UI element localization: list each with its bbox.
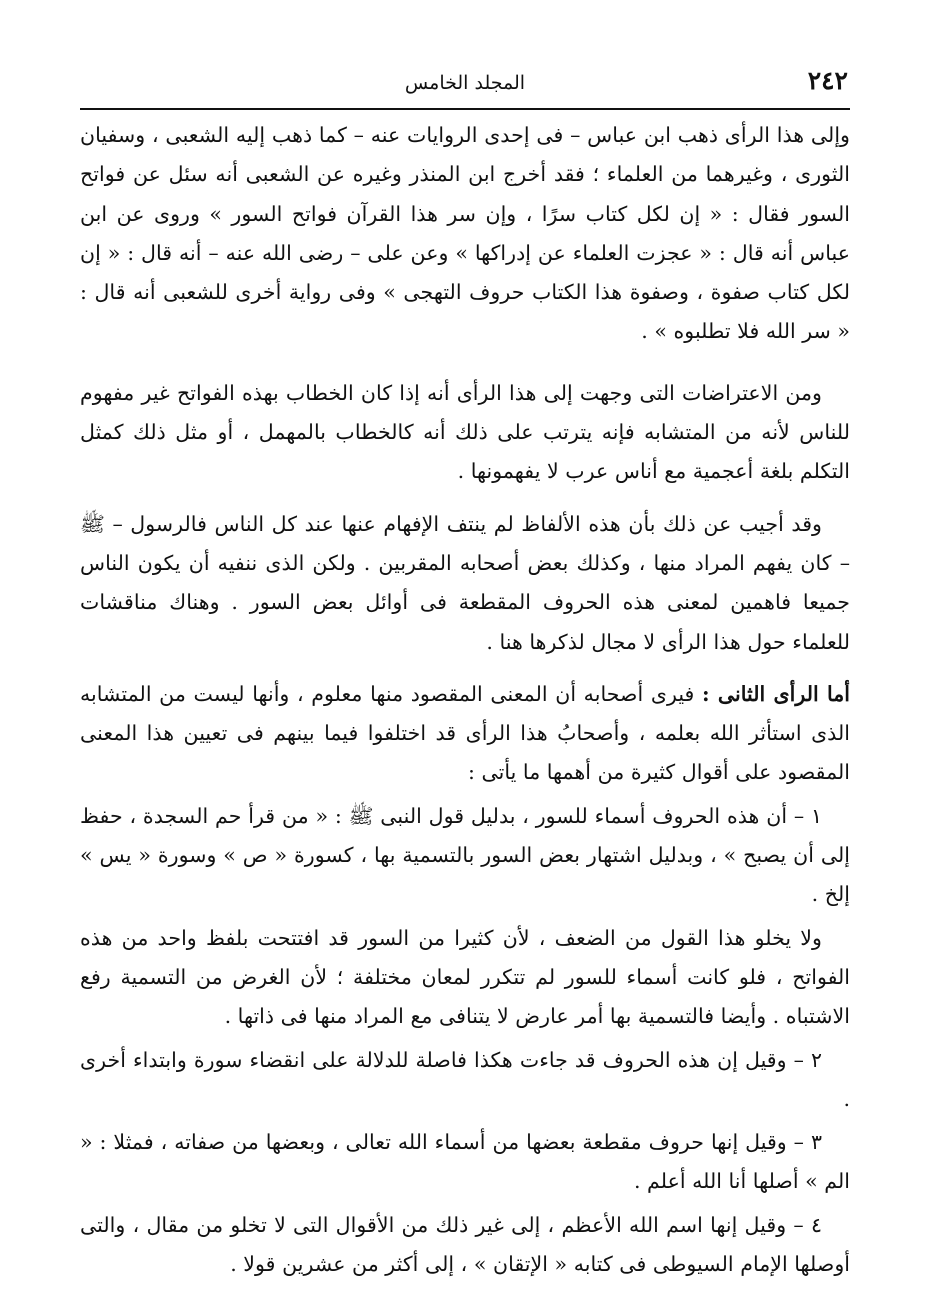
- paragraph-text: ومن الاعتراضات التى وجهت إلى هذا الرأى أنه إذا كان الخطاب بهذه الفواتح غير مفهوم للناس لأنه من المتشابه فإنه يترتب على ذلك أنه كالخطاب بالمهمل ، أو مثل ذلك كمثل التكلم بلغة أعجمية مع أناس عرب لا يفهمونها .: [80, 380, 850, 484]
- paragraph-text: ولا يخلو هذا القول من الضعف ، لأن كثيرا من السور قد افتتحت بلفظ واحد من هذه الفواتح ، فلو كانت أسماء للسور لم تتكرر لمعان مختلفة ؛ لأن الغرض من التسمية رفع الاشتباه . وأيضا فالتسمية بها أمر عارض لا يتنافى مع المراد منها فى ذاتها .: [80, 925, 850, 1029]
- paragraph-lead: أما الرأى الثانى :: [702, 681, 850, 706]
- paragraph: [80, 505, 850, 662]
- paragraph: [80, 374, 850, 492]
- list-item-text: ١ – أن هذه الحروف أسماء للسور ، بدليل قول النبى ﷺ : « من قرأ حم السجدة ، حفظ إلى أن يصبح » ، وبدليل اشتهار بعض السور بالتسمية بها ، كسورة « ص » وسورة « يس » إلخ .: [80, 803, 850, 907]
- document-page: [80, 62, 850, 1288]
- list-item: [80, 1123, 850, 1202]
- list-item: [80, 1206, 850, 1285]
- paragraph-text: وقد أجيب عن ذلك بأن هذه الألفاظ لم ينتف الإفهام عنها عند كل الناس فالرسول – ﷺ – كان يفهم المراد منها ، وكذلك بعض أصحابه المقربين . ولكن الذى ننفيه أن يكون الناس جميعا فاهمين لمعنى هذه الحروف المقطعة فى أوائل بعض السور . وهناك مناقشات للعلماء حول هذا الرأى لا مجال لذكرها هنا .: [80, 511, 850, 654]
- paragraph-text: وإلى هذا الرأى ذهب ابن عباس – فى إحدى الروايات عنه – كما ذهب إليه الشعبى ، وسفيان الثورى ، وغيرهما من العلماء ؛ فقد أخرج ابن المنذر وغيره عن الشعبى أنه سئل عن فواتح السور فقال : « إن لكل كتاب سرًا ، وإن سر هذا القرآن فواتح السور » وروى عن ابن عباس أنه قال : « عجزت العلماء عن إدراكها » وعن على – رضى الله عنه – أنه قال : « إن لكل كتاب صفوة ، وصفوة هذا الكتاب حروف التهجى » وفى رواية أخرى للشعبى أنه قال : « سر الله فلا تطلبوه » .: [80, 123, 850, 344]
- body-text: [80, 116, 850, 1284]
- list-item: [80, 797, 850, 915]
- page-number: ٢٤٢: [807, 66, 848, 95]
- list-item: [80, 1041, 850, 1120]
- header-divider: [80, 108, 850, 110]
- list-item-text: ٣ – وقيل إنها حروف مقطعة بعضها من أسماء الله تعالى ، وبعضها من صفاته ، فمثلا : « الم » أصلها أنا الله أعلم .: [80, 1130, 850, 1194]
- list-item-text: ٤ – وقيل إنها اسم الله الأعظم ، إلى غير ذلك من الأقوال التى لا تخلو من مقال ، والتى أوصلها الإمام السيوطى فى كتابه « الإتقان » ، إلى أكثر من عشرين قولا .: [80, 1212, 850, 1277]
- running-head: المجلد الخامس: [404, 72, 526, 94]
- paragraph: [80, 919, 850, 1037]
- paragraph: [80, 675, 850, 793]
- paragraph-text: فيرى أصحابه أن المعنى المقصود منها معلوم ، وأنها ليست من المتشابه الذى استأثر الله بعلمه ، وأصحابُ هذا الرأى قد اختلفوا فيما بينهم فى تعيين هذا المعنى المقصود على أقوال كثيرة من أهمها ما يأتى :: [80, 681, 850, 785]
- list-item-text: ٢ – وقيل إن هذه الحروف قد جاءت هكذا فاصلة للدلالة على انقضاء سورة وابتداء أخرى .: [80, 1047, 850, 1111]
- page-header: [80, 62, 850, 100]
- paragraph: [80, 116, 850, 352]
